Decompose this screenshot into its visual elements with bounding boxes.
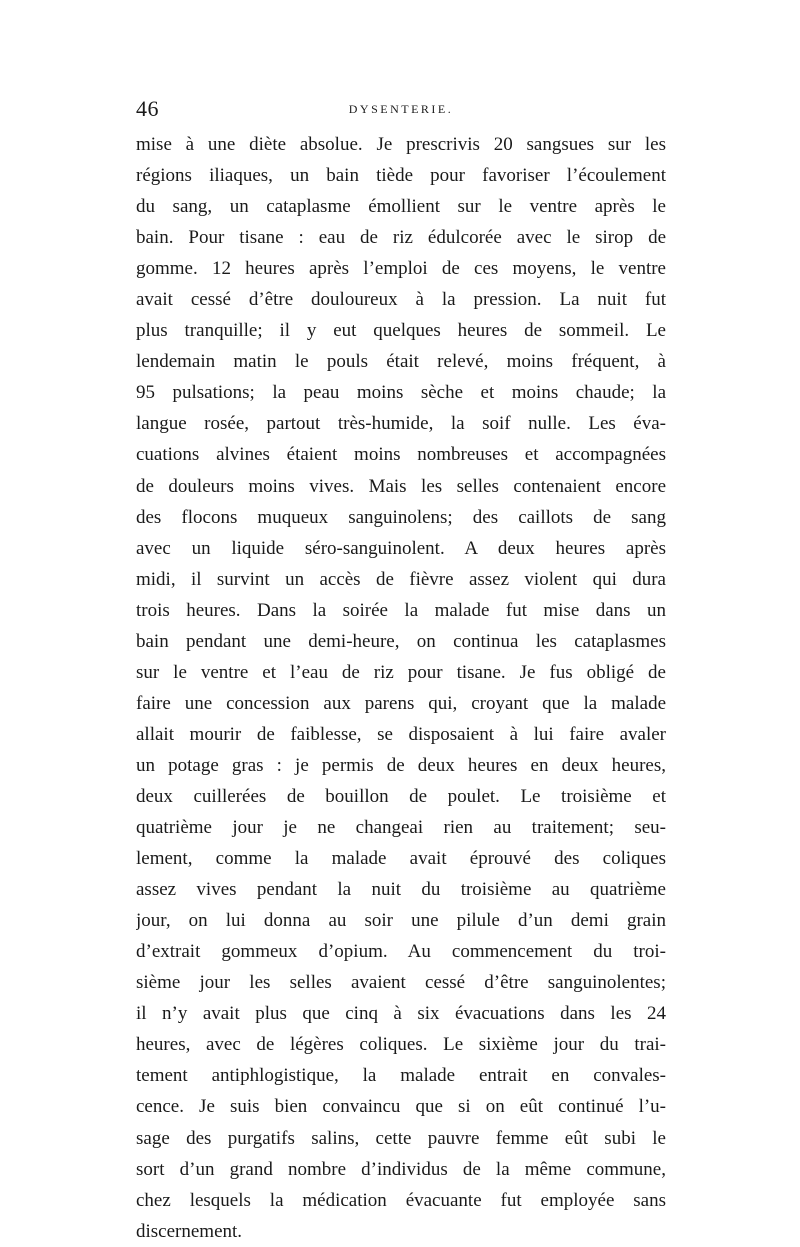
text-line: jour, on lui donna au soir une pilule d’un demi grain [136,910,666,932]
text-line: cence. Je suis bien convaincu que si on eût continué l’u- [136,1096,666,1118]
text-line: 95 pulsations; la peau moins sèche et moins chaude; la [136,382,666,404]
text-line: bain pendant une demi-heure, on continua les cataplasmes [136,630,666,652]
running-title: DYSENTERIE. [348,102,454,116]
text-line: avait cessé d’être douloureux à la pression. La nuit fut [136,289,666,311]
text-line: lement, comme la malade avait éprouvé des coliques [136,848,666,870]
text-line: de douleurs moins vives. Mais les selles contenaient encore [136,475,666,497]
text-line: régions iliaques, un bain tiède pour favoriser l’écoulement [136,165,666,187]
body-text [136,129,666,1247]
text-line: tement antiphlogistique, la malade entrait en convales- [136,1065,666,1087]
text-line: sort d’un grand nombre d’individus de la même commune, [136,1158,666,1180]
text-line: avec un liquide séro-sanguinolent. A deux heures après [136,537,666,559]
text-line: langue rosée, partout très-humide, la soif nulle. Les éva- [136,413,666,435]
text-line: sur le ventre et l’eau de riz pour tisane. Je fus obligé de [136,661,666,683]
text-line: deux cuillerées de bouillon de poulet. Le troisième et [136,785,666,807]
text-line: lendemain matin le pouls était relevé, moins fréquent, à [136,351,666,373]
text-line: plus tranquille; il y eut quelques heures de sommeil. Le [136,320,666,342]
text-line: faire une concession aux parens qui, croyant que la malade [136,692,666,714]
text-line: assez vives pendant la nuit du troisième au quatrième [136,879,666,901]
text-line: mise à une diète absolue. Je prescrivis 20 sangsues sur les [136,134,666,155]
text-line: cuations alvines étaient moins nombreuses et accompagnées [136,444,666,466]
text-line: trois heures. Dans la soirée la malade fut mise dans un [136,599,666,621]
text-line: des flocons muqueux sanguinolens; des caillots de sang [136,506,666,528]
text-line: midi, il survint un accès de fièvre assez violent qui dura [136,568,666,590]
text-line: chez lesquels la médication évacuante fut employée sans [136,1189,666,1211]
text-line: quatrième jour je ne changeai rien au traitement; seu- [136,817,666,839]
page-number: 46 [136,96,159,121]
text-line-last: discernement. [136,1220,243,1242]
text-line: gomme. 12 heures après l’emploi de ces moyens, le ventre [136,258,666,280]
text-line: sage des purgatifs salins, cette pauvre femme eût subi le [136,1127,666,1149]
text-line: il n’y avait plus que cinq à six évacuations dans les 24 [136,1003,666,1025]
text-line: sième jour les selles avaient cessé d’être sanguinolentes; [136,972,666,994]
text-line: un potage gras : je permis de deux heures en deux heures, [136,754,666,776]
page-header [136,96,666,126]
text-line: heures, avec de légères coliques. Le sixième jour du trai- [136,1034,666,1056]
text-line: d’extrait gommeux d’opium. Au commencement du troi- [136,941,666,963]
text-line: du sang, un cataplasme émollient sur le ventre après le [136,196,666,218]
text-line: bain. Pour tisane : eau de riz édulcorée avec le sirop de [136,227,666,249]
text-line: allait mourir de faiblesse, se disposaient à lui faire avaler [136,723,666,745]
